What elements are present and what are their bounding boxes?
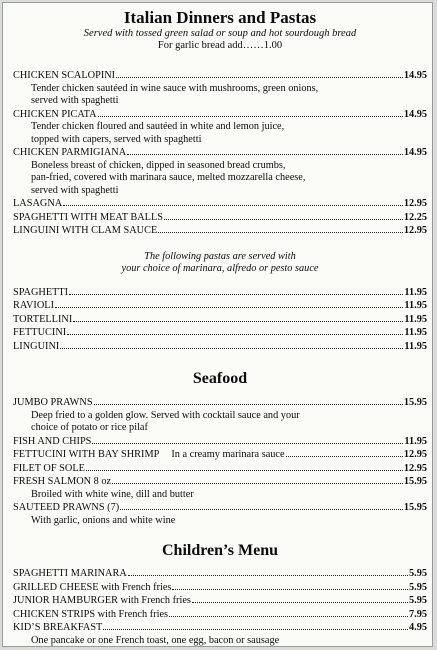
item-name: CHICKEN SCALOPINI (13, 70, 116, 81)
dot-leader (60, 340, 403, 349)
pasta-sauce-note-line: your choice of marinara, alfredo or pesto sauce (121, 263, 319, 274)
item-description (13, 515, 427, 528)
item-price: 11.95 (404, 286, 427, 298)
italian-served-with: Served with tossed green salad or soup and hot sourdough bread (83, 28, 357, 39)
garlic-bread-note: For garlic bread add……1.00 (157, 40, 283, 51)
item-price: 4.95 (408, 622, 427, 633)
item-price: 12.95 (403, 198, 427, 209)
item-price: 11.95 (404, 327, 427, 338)
item-name: KID’S BREAKFAST (13, 622, 103, 633)
item-price: 14.95 (403, 108, 427, 120)
item-name: FETTUCINI (13, 327, 67, 338)
item-name: LINGUINI WITH CLAM SAUCE (13, 225, 158, 236)
dot-leader (94, 396, 403, 405)
dot-leader (73, 313, 403, 322)
item-name: SPAGHETTI WITH MEAT BALLS (13, 211, 163, 223)
dot-leader (127, 146, 403, 155)
item-name: FISH AND CHIPS (13, 435, 92, 447)
item-name: CHICKEN STRIPS with French fries (13, 608, 169, 620)
description-line: Tender chicken sautéed in wine sauce with mushrooms, green onions, (31, 82, 319, 94)
dot-leader (67, 326, 403, 335)
menu-item-sauteed-prawns (13, 501, 427, 515)
pasta-item-ravioli (13, 299, 427, 313)
description-line: served with spaghetti (31, 184, 119, 196)
seafood-title: Seafood (192, 370, 248, 387)
item-price: 5.95 (408, 568, 427, 579)
dot-leader (192, 594, 408, 603)
item-name: JUNIOR HAMBURGER with French fries (13, 595, 191, 606)
dot-leader (158, 224, 403, 233)
item-price: 11.95 (404, 313, 427, 325)
dot-leader (172, 581, 408, 590)
dot-leader (112, 475, 403, 484)
menu-item-linguini-clam-sauce (13, 224, 427, 238)
dot-leader (69, 286, 403, 295)
description-line: choice of potato or rice pilaf (31, 422, 148, 433)
dot-leader (63, 197, 403, 206)
item-description (13, 121, 427, 146)
item-description (13, 410, 427, 435)
item-name: LASAGNA (13, 198, 63, 209)
item-description (13, 635, 427, 648)
kids-item-grilled-cheese (13, 581, 427, 595)
description-line: With garlic, onions and white wine (31, 514, 176, 526)
item-price: 5.95 (408, 581, 427, 593)
description-line: topped with capers, served with spaghetti (31, 133, 202, 145)
item-note: In a creamy marinara sauce (171, 449, 285, 460)
description-line: served with spaghetti (31, 95, 119, 106)
dot-leader (92, 435, 403, 444)
menu-item-filet-of-sole (13, 462, 427, 476)
menu-item-lasagna (13, 197, 427, 211)
description-line: Boneless breast of chicken, dipped in seasoned bread crumbs, (31, 159, 286, 171)
item-price: 15.95 (403, 502, 427, 513)
pasta-sauce-note-line: The following pastas are served with (144, 250, 296, 262)
item-name: FRESH SALMON 8 oz (13, 476, 112, 487)
item-description (13, 83, 427, 108)
dot-leader (286, 448, 403, 457)
kids-item-kids-breakfast (13, 621, 427, 635)
kids-item-chicken-strips (13, 608, 427, 622)
menu-item-chicken-scalopini (13, 69, 427, 83)
dot-leader (116, 69, 403, 78)
item-price: 12.95 (403, 225, 427, 236)
dot-leader (86, 462, 403, 471)
description-line: Tender chicken floured and sautéed in white and lemon juice, (31, 121, 285, 132)
description-line: Deep fried to a golden glow. Served with cocktail sauce and your (31, 409, 300, 421)
dot-leader (128, 567, 408, 576)
description-line: One pancake or one French toast, one egg, bacon or sausage (31, 634, 280, 646)
item-name: SAUTEED PRAWNS (7) (13, 502, 120, 513)
menu-item-fish-and-chips (13, 435, 427, 449)
pasta-item-linguini (13, 340, 427, 354)
menu-page (2, 2, 433, 647)
dot-leader (103, 621, 408, 630)
item-price: 7.95 (408, 608, 427, 620)
description-line: Broiled with white wine, dill and butter (31, 488, 194, 500)
item-name: FILET OF SOLE (13, 462, 85, 474)
item-name: LINGUINI (13, 340, 60, 352)
item-name: GRILLED CHEESE with French fries (13, 581, 172, 593)
pasta-item-tortellini (13, 313, 427, 327)
pasta-item-fettucini (13, 326, 427, 340)
dot-leader (55, 299, 403, 308)
childrens-menu-title: Children’s Menu (161, 542, 278, 559)
item-price: 15.95 (403, 476, 427, 487)
item-price: 11.95 (404, 300, 427, 311)
menu-item-jumbo-prawns (13, 396, 427, 410)
menu-item-spaghetti-meat-balls (13, 211, 427, 225)
item-price: 5.95 (408, 595, 427, 606)
dot-leader (120, 501, 403, 510)
item-name: TORTELLINI (13, 313, 73, 325)
item-description (13, 160, 427, 198)
italian-title: Italian Dinners and Pastas (123, 8, 317, 27)
dot-leader (98, 108, 403, 117)
item-price: 12.95 (403, 462, 427, 474)
kids-item-junior-hamburger (13, 594, 427, 608)
item-price: 12.95 (403, 449, 427, 460)
pasta-item-spaghetti (13, 286, 427, 300)
item-price: 14.95 (403, 147, 427, 158)
item-description (13, 489, 427, 502)
item-name: CHICKEN PARMIGIANA (13, 147, 127, 158)
item-name: SPAGHETTI (13, 286, 69, 298)
item-price: 12.25 (403, 211, 427, 223)
item-name: FETTUCINI WITH BAY SHRIMP (13, 449, 160, 460)
dot-leader (164, 211, 403, 220)
menu-item-fettucini-bay-shrimp (13, 448, 427, 462)
item-price: 11.95 (404, 435, 427, 447)
item-price: 11.95 (404, 340, 427, 352)
menu-item-chicken-parmigiana (13, 146, 427, 160)
item-price: 14.95 (403, 70, 427, 81)
description-line: pan-fried, covered with marinara sauce, melted mozzarella cheese, (31, 172, 306, 183)
menu-content (13, 7, 427, 647)
item-name: CHICKEN PICATA (13, 108, 97, 120)
item-name: RAVIOLI (13, 300, 54, 311)
menu-item-fresh-salmon (13, 475, 427, 489)
item-price: 15.95 (403, 397, 427, 408)
dot-leader (169, 608, 408, 617)
menu-item-chicken-picata (13, 108, 427, 122)
kids-item-spaghetti-marinara (13, 567, 427, 581)
item-name: JUMBO PRAWNS (13, 397, 93, 408)
item-name: SPAGHETTI MARINARA (13, 568, 127, 579)
